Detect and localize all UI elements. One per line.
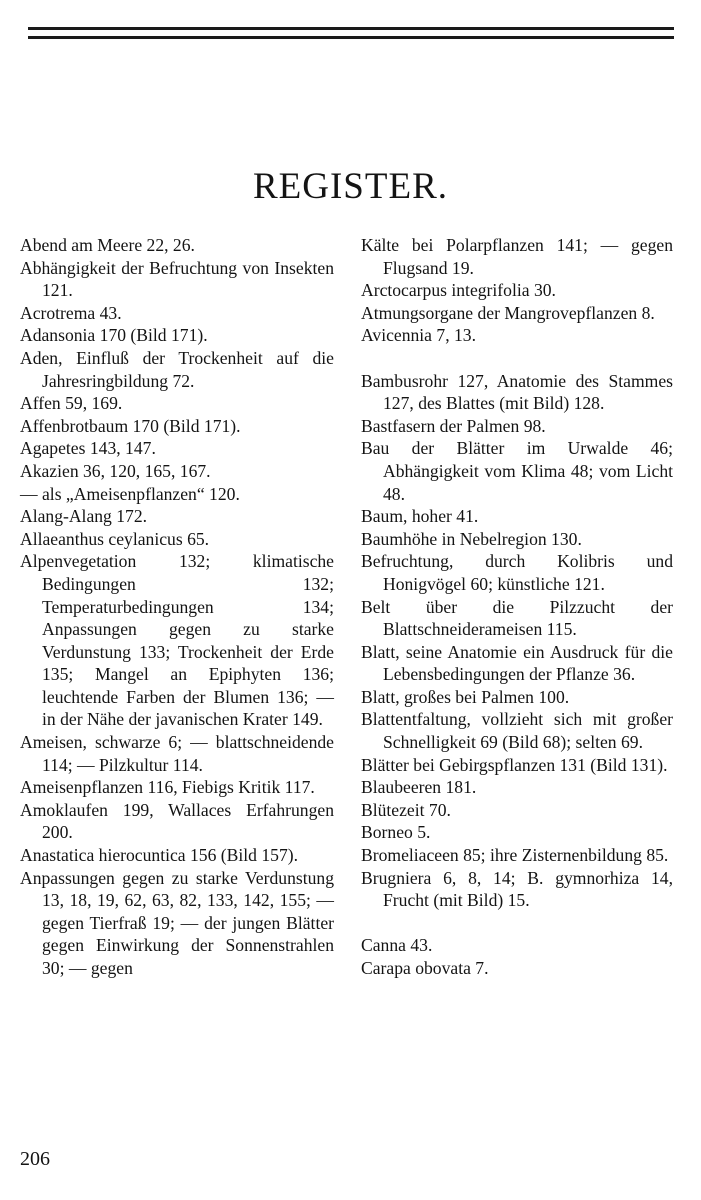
index-entry: — als „Ameisenpflanzen“ 120. [20,483,240,504]
page-number: 206 [20,1148,50,1170]
index-entry: Aden, Einfluß der Trockenheit auf die Jahresringbildung 72. [20,347,334,391]
index-entry: Alang-Alang 172. [20,506,148,527]
index-entry: Atmungsorgane der Mangrovepflanzen 8. [361,302,655,323]
index-entry: Blatt, großes bei Palmen 100. [361,686,570,707]
index-entry: Anpassungen gegen zu starke Verdunstung 13, 18, 19, 62, 63, 82, 133, 142, 155; — gegen Tierfraß 19; — der jungen Blätter gegen Einwirkung der Sonnenstrahlen 30; — gegen [20,867,334,978]
index-entry: Brugniera 6, 8, 14; B. gymnorhiza 14, Frucht (mit Bild) 15. [361,867,673,911]
index-entry: Baumhöhe in Nebelregion 130. [361,528,582,549]
index-entry: Borneo 5. [361,822,431,843]
index-entry: Ameisenpflanzen 116, Fiebigs Kritik 117. [20,777,315,798]
letter-section-gap [361,347,673,370]
index-entry: Carapa obovata 7. [361,958,489,978]
top-double-rule-lower [28,36,674,39]
index-entry: Affen 59, 169. [20,393,123,414]
index-entry: Allaeanthus ceylanicus 65. [20,528,210,549]
index-entry: Acrotrema 43. [20,302,122,323]
index-entry: Akazien 36, 120, 165, 167. [20,460,211,481]
index-entry: Kälte bei Polarpflanzen 141; — gegen Flugsand 19. [361,235,673,278]
index-entry: Blätter bei Gebirgspflanzen 131 (Bild 131). [361,754,668,775]
index-entry: Blattentfaltung, vollzieht sich mit großer Schnelligkeit 69 (Bild 68); selten 69. [361,709,673,753]
index-entry: Arctocarpus integrifolia 30. [361,280,556,301]
index-entry: Avicennia 7, 13. [361,325,476,346]
index-entry: Adansonia 170 (Bild 171). [20,325,208,346]
letter-section-gap [361,912,673,935]
index-entry: Baum, hoher 41. [361,506,479,527]
index-entry: Abend am Meere 22, 26. [20,235,195,255]
index-entry: Bau der Blätter im Urwalde 46; Abhängigkeit vom Klima 48; vom Licht 48. [361,438,673,504]
index-entry: Canna 43. [361,935,433,956]
index-column-left [20,234,334,980]
index-column-right [361,234,673,980]
index-entry: Belt über die Pilzzucht der Blattschneiderameisen 115. [361,596,673,640]
page-title: REGISTER. [252,166,449,207]
index-entry: Ameisen, schwarze 6; — blattschneidende 114; — Pilzkultur 114. [20,732,334,775]
index-entry: Bambusrohr 127, Anatomie des Stammes 127, des Blattes (mit Bild) 128. [361,370,673,414]
index-entry: Agapetes 143, 147. [20,438,156,459]
index-entry: Bastfasern der Palmen 98. [361,415,546,436]
index-entry: Affenbrotbaum 170 (Bild 171). [20,415,241,436]
index-entry: Amoklaufen 199, Wallaces Erfahrungen 200. [20,799,334,843]
index-entry: Anastatica hierocuntica 156 (Bild 157). [20,845,298,866]
top-double-rule-upper [28,27,674,30]
index-entry: Alpenvegetation 132; klimatische Bedingungen 132; Temperaturbedingungen 134; Anpassungen gegen zu starke Verdunstung 133; Trockenheit der Erde 135; Mangel an Epiphyten 136; leuchtende Farben der Blumen 136; — in der Nähe der javanischen Krater 149. [20,551,334,730]
index-entry: Blütezeit 70. [361,799,451,820]
index-entry: Befruchtung, durch Kolibris und Honigvögel 60; künstliche 121. [361,551,673,594]
index-entry: Blaubeeren 181. [361,777,477,798]
index-entry: Abhängigkeit der Befruchtung von Insekten 121. [20,257,334,301]
index-entry: Bromeliaceen 85; ihre Zisternenbildung 85. [361,845,669,866]
index-entry: Blatt, seine Anatomie ein Ausdruck für die Lebensbedingungen der Pflanze 36. [361,641,673,685]
